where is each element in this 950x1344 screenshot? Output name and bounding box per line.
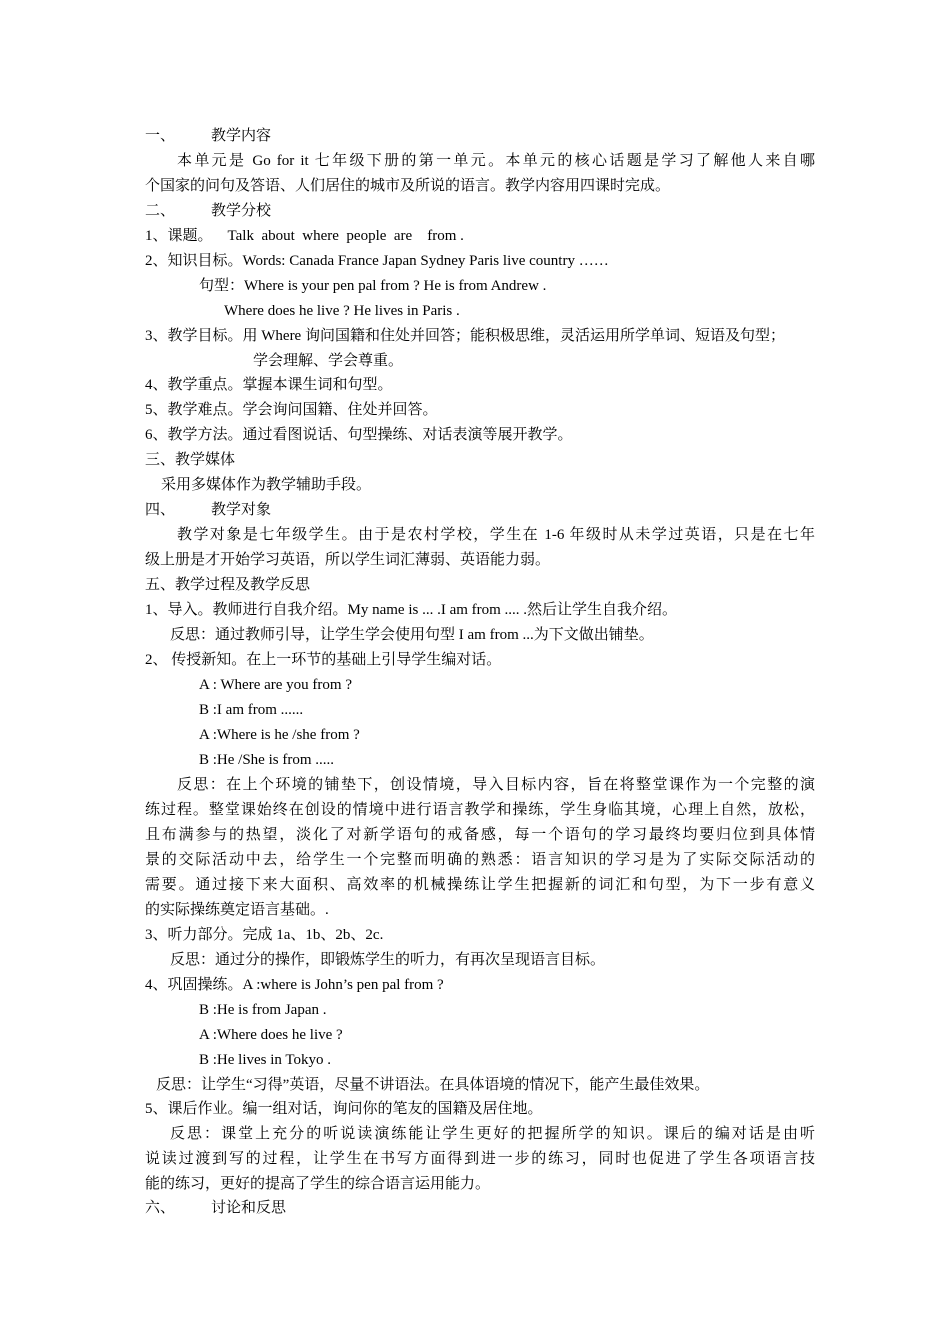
dialog-line: B :He is from Japan . <box>199 1002 327 1018</box>
reflection-line: 说读过渡到写的过程，让学生在书写方面得到进一步的练习，同时也促进了学生各项语言技 <box>145 1151 815 1167</box>
list-item-goal: 3、教学目标。用 Where 询问国籍和住处并回答；能积极思维，灵活运用所学单词、短语及句型； <box>145 328 785 344</box>
list-item-knowledge: 2、知识目标。Words: Canada France Japan Sydney Paris live country …… <box>145 253 609 269</box>
reflection-line: 且布满参与的热望，淡化了对新学语句的戒备感，每一个语句的学习最终均要归位到具体情 <box>145 827 815 843</box>
section-heading-5: 五、教学过程及教学反思 <box>145 577 311 593</box>
list-item-method: 6、教学方法。通过看图说话、句型操练、对话表演等展开教学。 <box>145 427 573 443</box>
section-heading-4 <box>145 500 815 520</box>
dialog-line: A :Where does he live ? <box>199 1027 343 1043</box>
paragraph-line: 个国家的问句及答语、人们居住的城市及所说的语言。教学内容用四课时完成。 <box>145 178 671 194</box>
reflection: 反思：让学生“习得”英语，尽量不讲语法。在具体语境的情况下，能产生最佳效果。 <box>156 1077 710 1093</box>
section-title: 教学对象 <box>211 502 272 518</box>
section-number: 四、 <box>145 502 176 518</box>
paragraph-line: 本单元是 Go for it 七年级下册的第一单元。本单元的核心话题是学习了解他人来自哪 <box>177 153 815 169</box>
list-item-difficulty: 5、教学难点。学会询问国籍、住处并回答。 <box>145 402 438 418</box>
dialog-line: B :I am from ...... <box>199 702 304 718</box>
process-step-3: 3、听力部分。完成 1a、1b、2b、2c. <box>145 927 384 943</box>
sentence-pattern: Where does he live ? He lives in Paris . <box>224 303 460 319</box>
reflection-line: 的实际操练奠定语言基础。. <box>145 902 329 918</box>
section-title: 教学分校 <box>211 203 272 219</box>
section-heading-2 <box>145 201 815 221</box>
section-heading-6 <box>145 1198 815 1218</box>
paragraph-line: 教学对象是七年级学生。由于是农村学校，学生在 1-6 年级时从未学过英语，只是在七年 <box>177 527 815 543</box>
reflection-line: 能的练习，更好的提高了学生的综合语言运用能力。 <box>145 1176 491 1192</box>
reflection-line: 需要。通过接下来大面积、高效率的机械操练让学生把握新的词汇和句型，为下一步有意义 <box>145 877 815 893</box>
reflection-line: 反思：在上个环境的铺垫下，创设情境，导入目标内容，旨在将整堂课作为一个完整的演 <box>177 777 815 793</box>
reflection: 反思：通过分的操作，即锻炼学生的听力，有再次呈现语言目标。 <box>170 952 606 968</box>
process-step-4: 4、巩固操练。A :where is John’s pen pal from ? <box>145 977 444 993</box>
reflection-line: 反思：课堂上充分的听说读演练能让学生更好的把握所学的知识。课后的编对话是由听 <box>170 1126 815 1142</box>
dialog-line: B :He lives in Tokyo . <box>199 1052 332 1068</box>
process-step-2: 2、 传授新知。在上一环节的基础上引导学生编对话。 <box>145 652 502 668</box>
process-step-5: 5、课后作业。编一组对话，询问你的笔友的国籍及居住地。 <box>145 1101 543 1117</box>
section-number: 二、 <box>145 203 176 219</box>
dialog-line: A :Where is he /she from ? <box>199 727 360 743</box>
reflection: 反思：通过教师引导，让学生学会使用句型 I am from ...为下文做出铺垫。 <box>170 627 654 643</box>
section-heading-1 <box>145 126 815 146</box>
section-title: 讨论和反思 <box>211 1200 287 1216</box>
section-number: 一、 <box>145 128 176 144</box>
section-heading-3: 三、教学媒体 <box>145 452 236 468</box>
reflection-line: 景的交际活动中去，给学生一个完整而明确的熟悉：语言知识的学习是为了实际交际活动的 <box>145 852 815 868</box>
paragraph-line: 采用多媒体作为教学辅助手段。 <box>161 477 372 493</box>
list-item-topic: 1、课题。 Talk about where people are from . <box>145 228 464 244</box>
process-step-1: 1、导入。教师进行自我介绍。My name is ... .I am from .... .然后让学生自我介绍。 <box>145 602 678 618</box>
dialog-line: B :He /She is from ..... <box>199 752 334 768</box>
sentence-pattern: 句型：Where is your pen pal from ? He is from Andrew . <box>199 278 547 294</box>
paragraph-line: 级上册是才开始学习英语，所以学生词汇薄弱、英语能力弱。 <box>145 552 551 568</box>
reflection-line: 练过程。整堂课始终在创设的情境中进行语言教学和操练，学生身临其境，心理上自然，放松， <box>145 802 815 818</box>
list-item-goal-continued: 学会理解、学会尊重。 <box>253 353 404 369</box>
section-number: 六、 <box>145 1200 176 1216</box>
list-item-key-point: 4、教学重点。掌握本课生词和句型。 <box>145 377 393 393</box>
dialog-line: A : Where are you from ? <box>199 677 352 693</box>
section-title: 教学内容 <box>211 128 272 144</box>
